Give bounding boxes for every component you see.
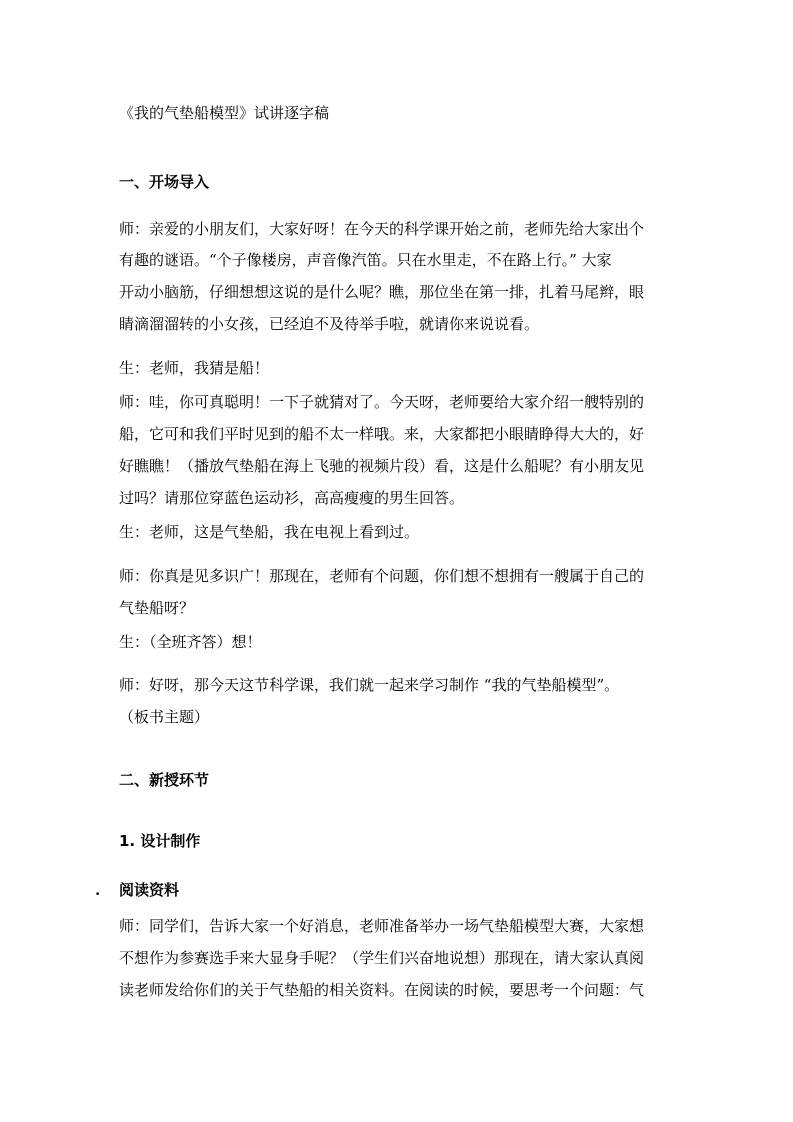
text-line: 有趣的谜语。“个子像楼房，声音像汽笛。只在水里走，不在路上行。” 大家 — [119, 251, 612, 269]
text-line: 师：哇，你可真聪明！一下子就猜对了。今天呀，老师要给大家介绍一艘特别的 — [119, 393, 645, 411]
text-line: 师：你真是见多识广！那现在，老师有个问题，你们想不想拥有一艘属于自己的 — [119, 567, 645, 585]
bullet-marker: . — [95, 881, 101, 899]
section-heading-new-lesson: 二、新授环节 — [119, 771, 210, 789]
bullet-heading-reading: 阅读资料 — [119, 881, 180, 899]
text-line: 生：老师，这是气垫船，我在电视上看到过。 — [119, 523, 420, 541]
text-line: （板书主题） — [119, 708, 210, 726]
text-line: 过吗？请那位穿蓝色运动衫，高高瘦瘦的男生回答。 — [119, 489, 465, 507]
text-line: 开动小脑筋，仔细想想这说的是什么呢？瞧，那位坐在第一排，扎着马尾辫，眼 — [119, 283, 645, 301]
text-line: 师：好呀，那今天这节科学课，我们就一起来学习制作 “我的气垫船模型”。 — [119, 676, 620, 694]
text-line: 读老师发给你们的关于气垫船的相关资料。在阅读的时候，要思考一个问题：气 — [119, 981, 645, 999]
text-line: 师：同学们，告诉大家一个好消息，老师准备举办一场气垫船模型大赛，大家想 — [119, 917, 645, 935]
text-line: 生：老师，我猜是船！ — [119, 359, 270, 377]
document-title: 《我的气垫船模型》试讲逐字稿 — [119, 104, 330, 122]
text-line: 师：亲爱的小朋友们，大家好呀！在今天的科学课开始之前，老师先给大家出个 — [119, 220, 645, 238]
subsection-heading-design: 1. 设计制作 — [119, 832, 201, 850]
text-line: 睛滴溜溜转的小女孩，已经迫不及待举手啦，就请你来说说看。 — [119, 315, 540, 333]
text-line: 好瞧瞧！（播放气垫船在海上飞驰的视频片段）看，这是什么船呢？有小朋友见 — [119, 457, 645, 475]
text-line: 气垫船呀？ — [119, 599, 195, 617]
section-heading-intro: 一、开场导入 — [119, 173, 210, 191]
text-line: 生：（全班齐答）想！ — [119, 633, 262, 651]
text-line: 船，它可和我们平时见到的船不太一样哦。来，大家都把小眼睛睁得大大的，好 — [119, 425, 645, 443]
text-line: 不想作为参赛选手来大显身手呢？（学生们兴奋地说想）那现在，请大家认真阅 — [119, 949, 645, 967]
